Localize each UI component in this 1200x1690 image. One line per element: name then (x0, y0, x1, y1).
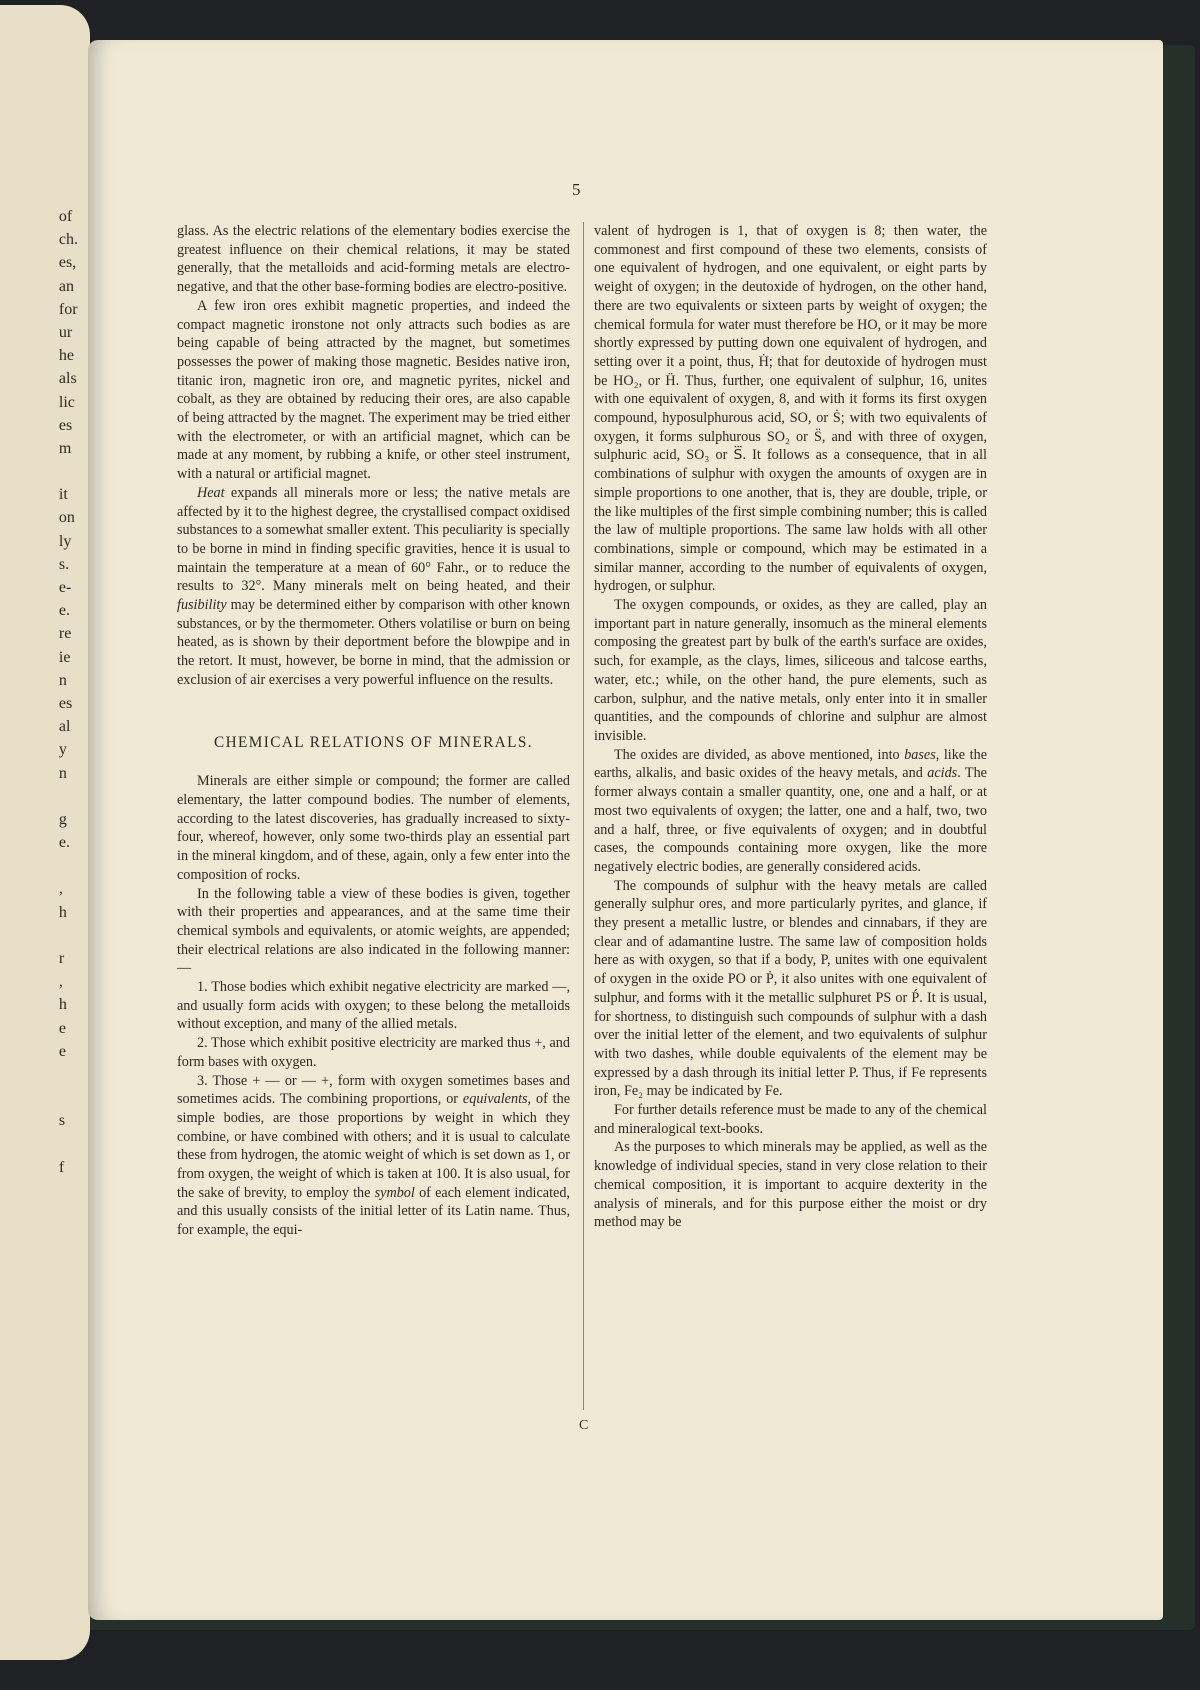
edge-fragment: , (58, 880, 63, 898)
paragraph: glass. As the electric relations of the elementary bodies exercise the greatest influence on their chemical relations, it may be stated generally, that the metalloids and acid-forming metals are electro-negative, and that the other base-forming bodies are electro-positive. (177, 223, 570, 296)
edge-fragment (59, 924, 78, 947)
edge-fragment: ch. (58, 231, 78, 249)
edge-fragment: e. (58, 602, 70, 620)
paragraph: Minerals are either simple or compound; the former are called elementary, the latter compound bodies. The number of elements, according to the latest discoveries, has gradually increased to sixty-four, whereof, however, only some two-thirds play an essential part in the mineral kingdom, and of these, again, only a few enter into the composition of rocks. (177, 773, 570, 883)
left-page-edge (0, 5, 90, 1660)
lead-term: Heat (197, 484, 225, 501)
edge-fragment: es (58, 694, 73, 712)
list-item: 2. Those which exhibit positive electricity are marked thus +, and form bases with oxygen. (177, 1035, 570, 1070)
edge-fragment: it (58, 486, 68, 504)
edge-fragment: f (58, 1158, 65, 1176)
edge-fragment: r (58, 950, 65, 967)
edge-fragment: h (58, 996, 67, 1014)
right-column (594, 222, 987, 1232)
edge-fragment: al (58, 718, 71, 736)
edge-fragment (59, 1133, 78, 1156)
emphasis: equivalents (462, 1091, 528, 1108)
paragraph: As the purposes to which minerals may be applied, as well as the knowledge of individual species, stand in very close relation to their chemical composition, it is important to acquire dexterity in the analysis of minerals, and for this purpose either the moist or dry method may be (594, 1139, 987, 1231)
edge-fragment: e- (58, 579, 72, 596)
paragraph: The oxygen compounds, or oxides, as they are called, play an important part in nature generally, insomuch as the mineral elements composing the greatest part by bulk of the earth's surface are oxides, such, for example, as the clays, limes, siliceous and talcose earths, water, etc.; while, on the other hand, the pure elements, such as carbon, sulphur, and the native metals, only enter into it in smaller quantities, and the compounds of chlorine and sulphur are almost invisible. (594, 597, 987, 744)
section-heading: CHEMICAL RELATIONS OF MINERALS. (213, 733, 534, 751)
edge-fragment: ie (58, 648, 71, 666)
edge-fragment: re (58, 625, 72, 643)
page-number: 5 (572, 180, 581, 199)
edge-fragment: for (58, 300, 78, 318)
left-column (177, 222, 570, 1240)
edge-fragment: of (58, 208, 73, 225)
edge-fragment: on (58, 509, 75, 527)
edge-fragment: s. (58, 555, 70, 573)
emphasis: bases (904, 746, 936, 763)
emphasis: acids (927, 765, 958, 782)
signature-mark: C (579, 1418, 589, 1433)
paragraph: The oxides are divided, as above mentioned, into bases, like the earths, alkalis, and basic oxides of the heavy metals, and acids. The former always contain a smaller quantity, one, one and a half, or at most two equivalents of oxygen; the latter, one and a half, two, two and a half, three, or five equivalents of oxygen; and in doubtful cases, the compounds containing more oxygen, like the more negatively electric bodies, are generally considered acids. (594, 746, 987, 875)
edge-fragment (59, 785, 78, 808)
edge-fragment: h (58, 903, 67, 921)
edge-fragment: an (58, 277, 74, 295)
edge-fragment: y (58, 741, 67, 759)
edge-fragment (59, 460, 78, 483)
edge-fragment: e (58, 1042, 66, 1060)
paragraph: In the following table a view of these bodies is given, together with their properties and appearances, and at the same time their chemical symbols and equivalents, or atomic weights, are appended; their electrical relations are also indicated in the following manner:— (177, 885, 570, 977)
edge-fragment: es, (58, 254, 77, 272)
edge-fragment: ly (58, 532, 72, 550)
edge-fragment: es (58, 416, 73, 434)
list-item: 1. Those bodies which exhibit negative electricity are marked —, and usually form acids with oxygen; to these belong the metalloids without exception, and many of the allied metals. (177, 979, 570, 1033)
edge-fragment: g (58, 810, 67, 828)
paragraph: For further details reference must be made to any of the chemical and mineralogical text-books. (594, 1102, 987, 1137)
edge-fragment: m (58, 439, 72, 457)
edge-fragment (59, 854, 78, 877)
paragraph: Heat expands all minerals more or less; the native metals are affected by it to the highest degree, the crystallised compact oxidised substances to a somewhat smaller extent. This peculiarity is specially to be borne in mind in finding specific gravities, hence it is usual to maintain the temperature at a mean of 60° Fahr., or to reduce the results to 32°. Many minerals melt on being heated, and their fusibility may be determined either by comparison with other known substances, or by the thermometer. Others volatilise or burn on being heated, as is shown by their deportment before the blowpipe and in the retort. It must, however, be borne in mind, that the admission or exclusion of air exercises a very powerful influence on the results. (177, 484, 570, 688)
edge-fragment: lic (58, 393, 75, 411)
edge-fragment: he (58, 347, 74, 365)
edge-fragment: , (58, 973, 63, 991)
left-page-text-fragments (59, 205, 78, 1179)
column-rule (583, 222, 584, 1410)
edge-fragment: s (58, 1112, 66, 1130)
edge-fragment: n (58, 671, 67, 689)
edge-fragment: als (58, 370, 77, 388)
emphasis: fusibility (177, 597, 227, 614)
paragraph: The compounds of sulphur with the heavy metals are called generally sulphur ores, and more particularly pyrites, and glance, if they present a metallic lustre, or blendes and cinnabars, if they are clear and of adamantine lustre. The same law of composition holds here as with oxygen, so that if a body, P, unites with one equivalent of oxygen in the oxide PO or Ṗ, it also unites with one equivalent of sulphur, and forms with it the metallic sulphuret PS or Ṕ. It is usual, for shortness, to distinguish such compounds of sulphur with a dash over the initial letter of the element, and two equivalents of sulphur with two dashes, while double equivalents of the element may be expressed by a dash through its initial letter P. Thus, if Fe represents iron, Fe₂ may be indicated by Fe. (594, 877, 987, 1100)
edge-fragment: e (58, 1019, 66, 1037)
list-item: 3. Those + — or — +, form with oxygen sometimes bases and sometimes acids. The combining proportions, or equivalents, of the simple bodies, are those proportions by weight in which they combine, or have combined with others; and it is usual to calculate these from hydrogen, the atomic weight of which is set down as 1, or from oxygen, the weight of which is taken at 100. It is also usual, for the sake of brevity, to employ the symbol of each element indicated, and this usually consists of the initial letter of its Latin name. Thus, for example, the equi- (177, 1072, 570, 1239)
edge-fragment: n (58, 764, 67, 782)
paragraph: valent of hydrogen is 1, that of oxygen is 8; then water, the commonest and first compound of these two elements, consists of one equivalent of hydrogen, and one equivalent, or eight parts by weight of oxygen; in the deutoxide of hydrogen, on the other hand, there are two equivalents or sixteen parts by weight of oxygen; the chemical formula for water must therefore be HO, or it may be more shortly expressed by putting down one equivalent of hydrogen, and setting over it a point, thus, Ḣ; that for deutoxide of hydrogen must be HO₂, or Ḧ. Thus, further, one equivalent of sulphur, 16, unites with one equivalent of oxygen, 8, and with it forms its first oxygen compound, hyposulphurous acid, SO, or Ṡ; with two equivalents of oxygen, it forms sulphurous SO₂ or S̈, and with three of oxygen, sulphuric acid, SO₃ or S⃛. It follows as a consequence, that in all combinations of sulphur with oxygen the amounts of oxygen are in simple proportions to one another, that is, they are double, triple, or the like multiples of the first simple combining number; this is called the law of multiple proportions. The same law holds with all other combinations, simple or compound, which may be estimated in a similar manner, according to the number of equivalents of oxygen, hydrogen, or sulphur. (594, 223, 987, 595)
edge-fragment (59, 1063, 78, 1086)
edge-fragment (59, 1086, 78, 1109)
edge-fragment: ur (58, 323, 73, 341)
emphasis: symbol (374, 1184, 415, 1201)
paragraph: A few iron ores exhibit magnetic properties, and indeed the compact magnetic ironstone not only attracts such bodies as are being capable of being attracted by the magnet, but sometimes possesses the power of making those magnetic. Besides native iron, titanic iron, magnetic iron ore, and magnetic pyrites, nickel and cobalt, as they are obtained by reducing their ores, are also capable of being attracted by the magnet. The experiment may be tried either with the electrometer, or with an artificial magnet, which can be made at any moment, by rubbing a knife, or other steel instrument, with a natural or artificial magnet. (177, 297, 570, 483)
edge-fragment: e. (58, 834, 70, 852)
